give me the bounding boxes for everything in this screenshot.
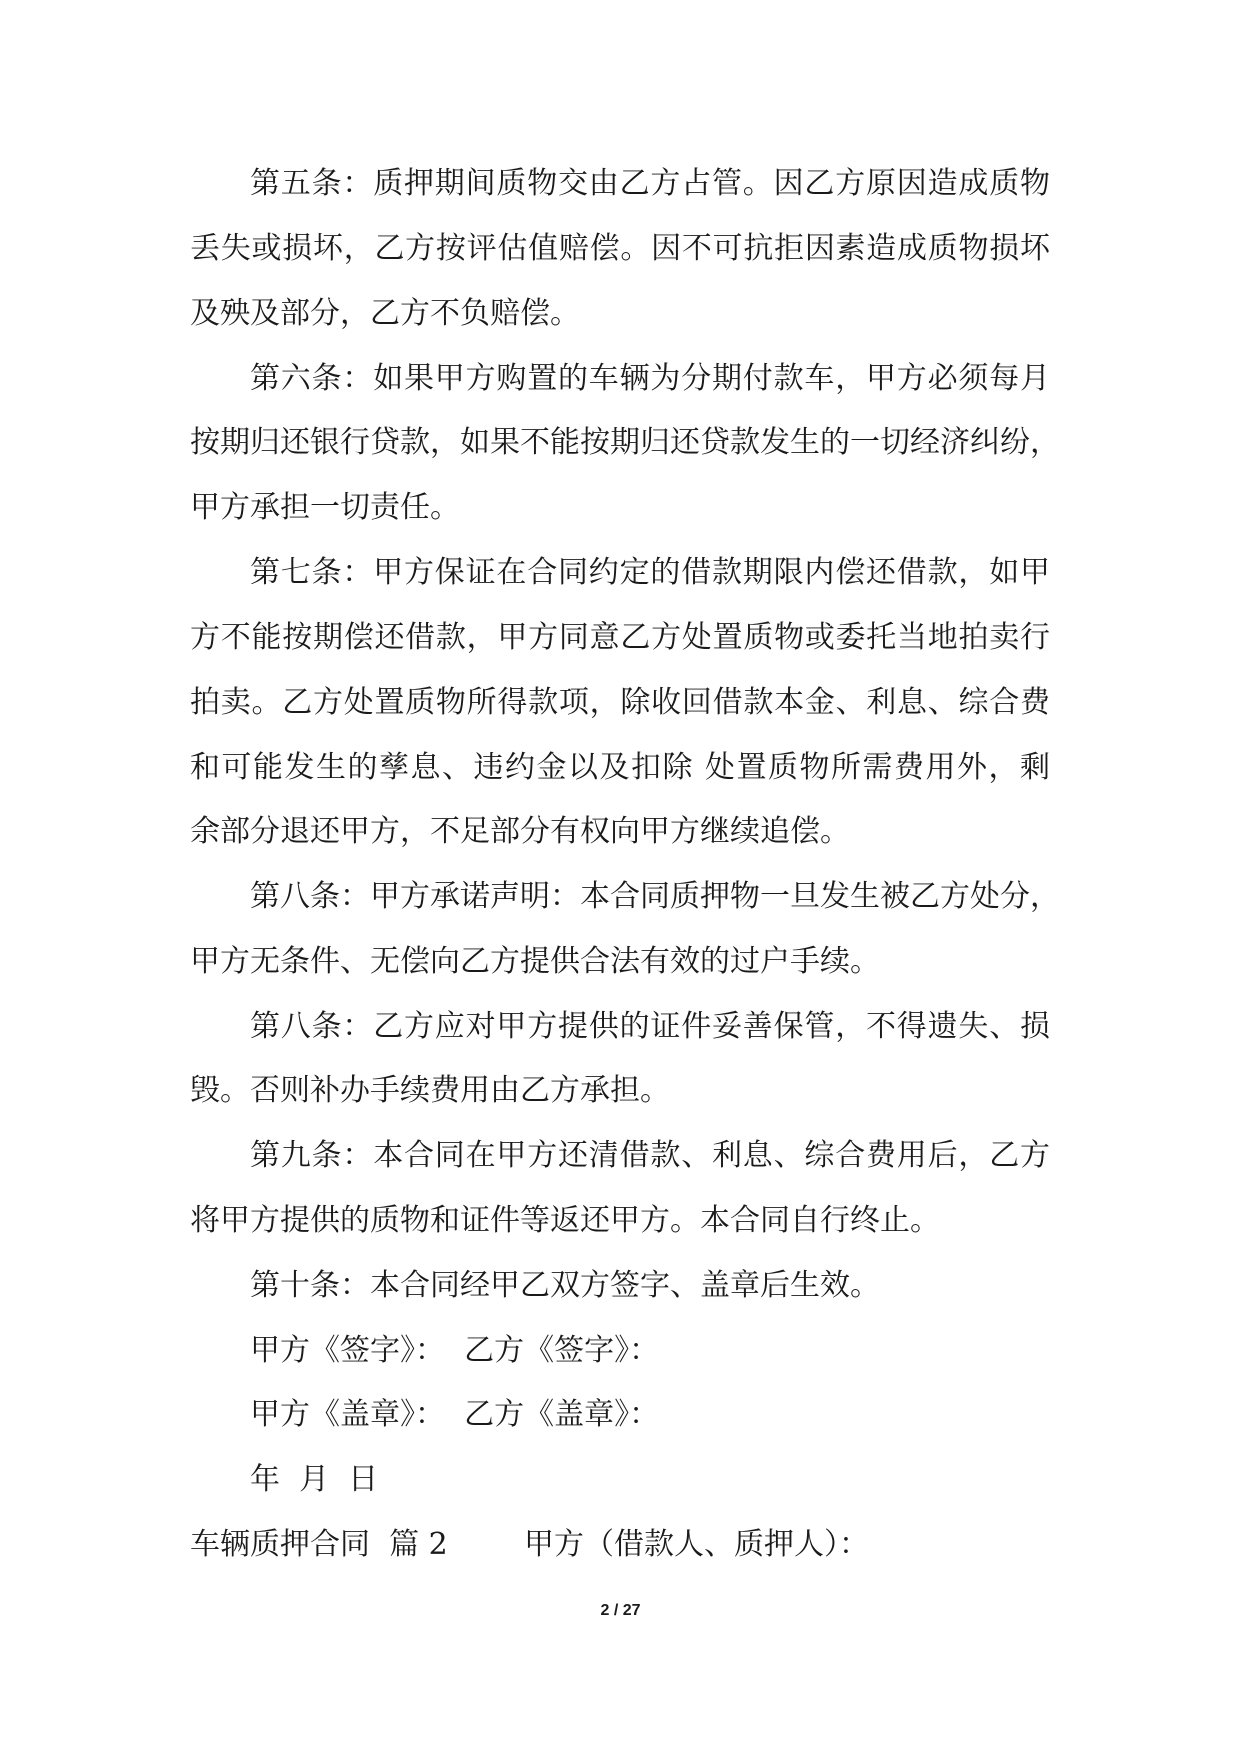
clause-5-line-1: 第五条：质押期间质物交由乙方占管。因乙方原因造成质物 [250, 166, 1050, 201]
clause-6-line-1: 第六条：如果甲方购置的车辆为分期付款车，甲方必须每月 [250, 361, 1050, 396]
clause-7-line-5: 余部分退还甲方，不足部分有权向甲方继续追偿。 [190, 814, 850, 849]
clause-8b-line-1: 第八条：乙方应对甲方提供的证件妥善保管，不得遗失、损 [250, 1009, 1050, 1044]
clause-10-line: 第十条：本合同经甲乙双方签字、盖章后生效。 [250, 1268, 880, 1303]
clause-7-line-1: 第七条：甲方保证在合同约定的借款期限内偿还借款，如甲 [250, 555, 1050, 590]
page-number: 2 / 27 [600, 1602, 641, 1619]
clause-7-line-4: 和可能发生的孳息、违约金以及扣除 处置质物所需费用外，剩 [190, 750, 1050, 785]
signature-line: 甲方《签字》： 乙方《签字》： [250, 1333, 660, 1368]
clause-6-line-2: 按期归还银行贷款，如果不能按期归还贷款发生的一切经济纠纷， [190, 425, 1060, 460]
date-line: 年 月 日 [250, 1462, 379, 1497]
section-2-heading: 车辆质押合同 篇 2 甲方（借款人、质押人）： [190, 1527, 869, 1562]
clause-8b-line-2: 毁。否则补办手续费用由乙方承担。 [190, 1073, 670, 1108]
clause-7-line-3: 拍卖。乙方处置质物所得款项，除收回借款本金、利息、综合费 [190, 685, 1050, 720]
clause-7-line-2: 方不能按期偿还借款，甲方同意乙方处置质物或委托当地拍卖行 [190, 620, 1050, 655]
clause-8-line-1: 第八条：甲方承诺声明：本合同质押物一旦发生被乙方处分， [250, 879, 1060, 914]
seal-line: 甲方《盖章》： 乙方《盖章》： [250, 1397, 660, 1432]
clause-9-line-1: 第九条：本合同在甲方还清借款、利息、综合费用后，乙方 [250, 1138, 1050, 1173]
clause-6-line-3: 甲方承担一切责任。 [190, 490, 460, 525]
clause-5-line-3: 及殃及部分，乙方不负赔偿。 [190, 296, 580, 331]
clause-5-line-2: 丢失或损坏，乙方按评估值赔偿。因不可抗拒因素造成质物损坏 [190, 231, 1050, 266]
clause-9-line-2: 将甲方提供的质物和证件等返还甲方。本合同自行终止。 [190, 1203, 940, 1238]
clause-8-line-2: 甲方无条件、无偿向乙方提供合法有效的过户手续。 [190, 944, 880, 979]
